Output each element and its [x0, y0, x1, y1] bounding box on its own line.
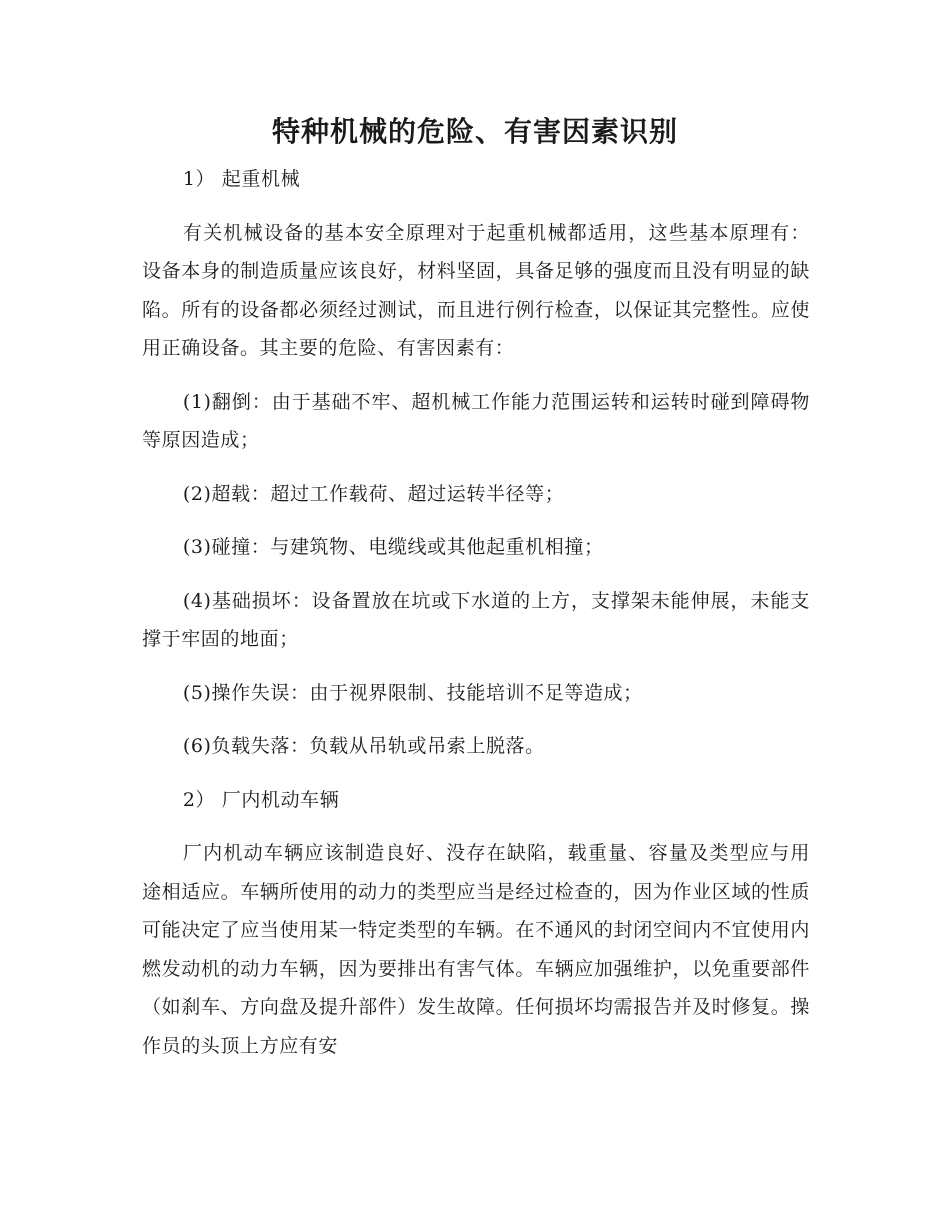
hazard-item-foundation-damage: (4)基础损坏：设备置放在坑或下水道的上方，支撑架未能伸展，未能支撑于牢固的地面； — [142, 589, 810, 650]
paragraph-factory-vehicles: 厂内机动车辆应该制造良好、没存在缺陷，载重量、容量及类型应与用途相适应。车辆所使用的动力的类型应当是经过检查的，因为作业区域的性质可能决定了应当使用某一特定类型的车辆。在不通风的封闭空间内不宜使用内燃发动机的动力车辆，因为要排出有害气体。车辆应加强维护，以免重要部件（如刹车、方向盘及提升部件）发生故障。任何损坏均需报告并及时修复。操作员的头顶上方应有安 — [142, 842, 810, 1057]
paragraph-lifting-principles: 有关机械设备的基本安全原理对于起重机械都适用，这些基本原理有：设备本身的制造质量应该良好，材料坚固，具备足够的强度而且没有明显的缺陷。所有的设备都必须经过测试，而且进行例行检查，以保证其完整性。应使用正确设备。其主要的危险、有害因素有： — [142, 221, 810, 359]
document-body — [142, 160, 810, 1080]
page-title: 特种机械的危险、有害因素识别 — [271, 115, 678, 148]
hazard-item-collision: (3)碰撞：与建筑物、电缆线或其他起重机相撞； — [182, 536, 604, 558]
hazard-item-operation-error: (5)操作失误：由于视界限制、技能培训不足等造成； — [182, 681, 643, 704]
hazard-item-overload: (2)超载：超过工作载荷、超过运转半径等； — [182, 482, 565, 505]
hazard-item-load-drop: (6)负载失落：负载从吊轨或吊索上脱落。 — [182, 735, 545, 757]
hazard-item-overturn: (1)翻倒：由于基础不牢、超机械工作能力范围运转和运转时碰到障碍物等原因造成； — [142, 390, 810, 451]
section-heading-lifting-machinery: 1） 起重机械 — [182, 168, 301, 190]
section-heading-factory-vehicles: 2） 厂内机动车辆 — [182, 788, 340, 811]
